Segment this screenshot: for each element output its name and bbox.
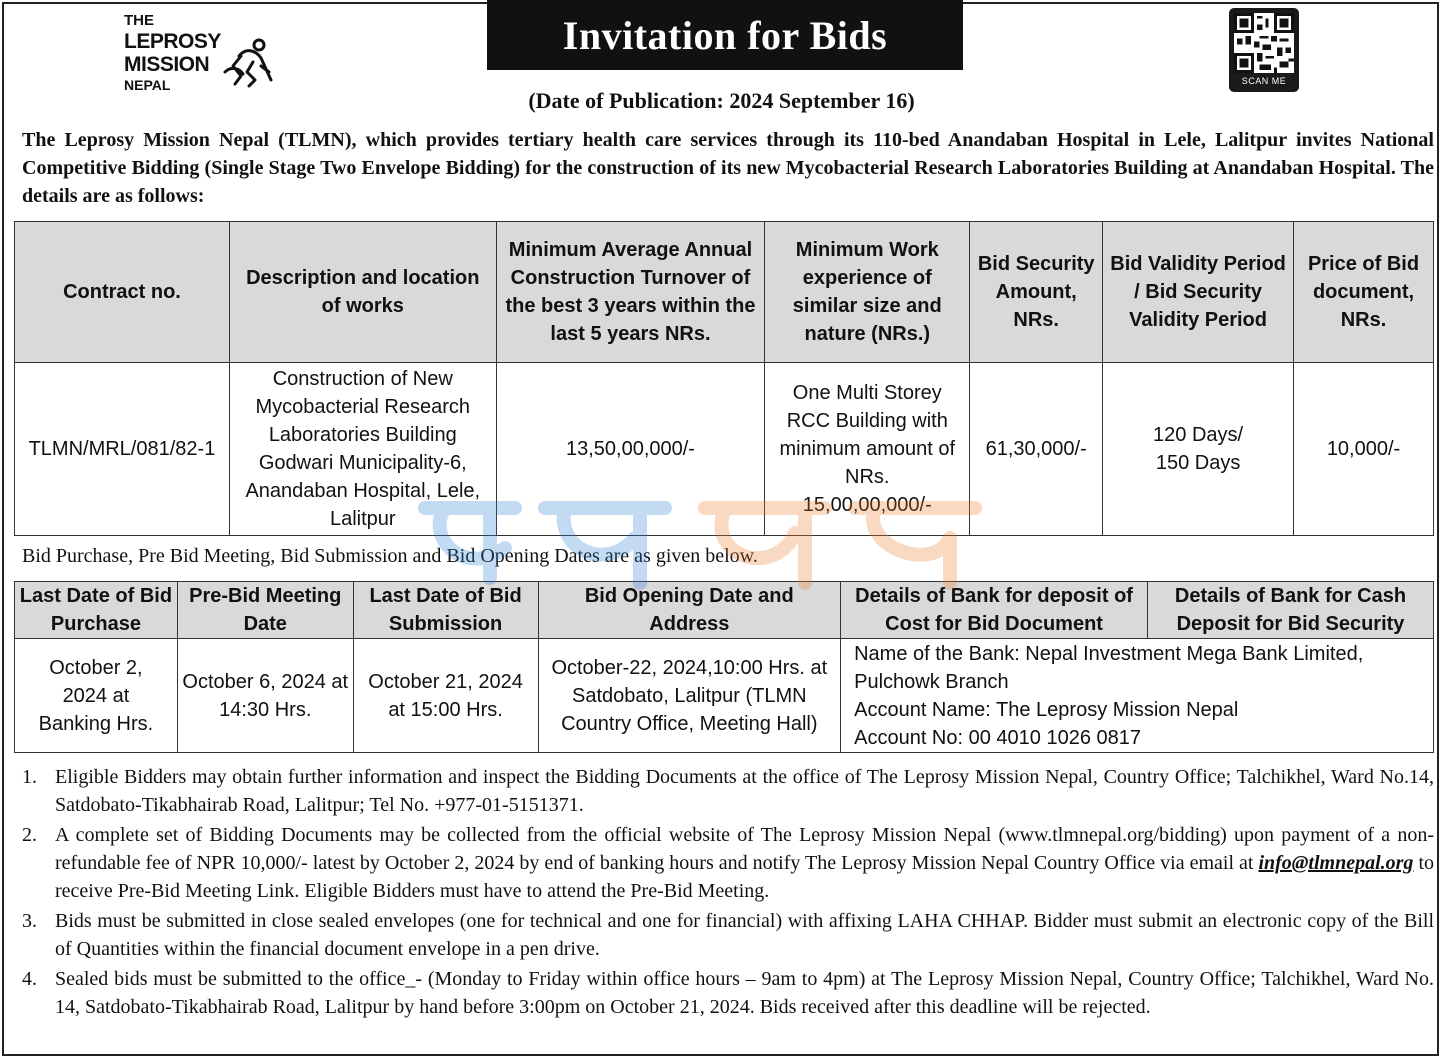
note-text: Sealed bids must be submitted to the office_- (Monday to Friday within office hours – 9am to 4pm) at The Leprosy Mission Nepal, Country Office; Talchikhel, Ward No. 14, Satdobato-Tikabhairab Road, Lalitpur by hand before 3:00pm on October 21, 2024. Bids received after this deadline will be rejected. [55, 968, 1434, 1018]
header-bank-doc: Details of Bank for deposit of Cost for Bid Document [841, 582, 1148, 639]
logo-line-mission: MISSION [124, 53, 210, 76]
note-text: Eligible Bidders may obtain further information and inspect the Bidding Documents at the office of The Leprosy Mission Nepal, Country Office; Talchikhel, Ward No.14, Satdobato-Tikabhairab Road, Lalitpur; Tel No. +977-01-5151371. [55, 766, 1434, 816]
note-text-before: A complete set of Bidding Documents may be collected from the official website of The Leprosy Mission Nepal (www.tlmnepal.org/bidding) upon payment of a non-refundable fee of NPR 10,000/- latest by October 2, 2024 by end of banking hours and notify The Leprosy Mission Nepal Country Office via email at [55, 824, 1434, 874]
dates-table [14, 581, 1434, 753]
publication-date: (Date of Publication: 2024 September 16) [528, 88, 915, 113]
bank-name: Name of the Bank: Nepal Investment Mega Bank Limited, Pulchowk Branch [854, 642, 1364, 693]
note-number: 4. [22, 968, 37, 990]
note-text-after: to receive Pre-Bid Meeting Link. Eligible Bidders must have to attend the Pre-Bid Meeting. [55, 852, 1434, 902]
bank-account-no: Account No: 00 4010 1026 0817 [854, 726, 1142, 749]
header-doc-price: Price of Bid document, NRs. [1294, 222, 1434, 363]
list-item [22, 907, 1434, 963]
title-banner [487, 0, 963, 70]
logo-line-nepal: NEPAL [124, 77, 171, 93]
header-contract-no: Contract no. [15, 222, 230, 363]
logo-line-leprosy: LEPROSY [124, 30, 221, 53]
header-min-turnover: Minimum Average Annual Construction Turnover of the best 3 years within the last 5 years NRs. [496, 222, 765, 363]
dates-intro-text: Bid Purchase, Pre Bid Meeting, Bid Submission and Bid Opening Dates are as given below. [22, 545, 758, 567]
cell-last-submission: October 21, 2024 at 15:00 Hrs. [353, 639, 538, 753]
page-title: Invitation for Bids [562, 12, 888, 58]
cell-contract-no: TLMN/MRL/081/82-1 [15, 363, 230, 536]
qr-code-icon [1234, 13, 1294, 73]
logo-figures-icon [219, 36, 277, 88]
logo-line-the: THE [124, 12, 154, 29]
qr-label: SCAN ME [1241, 76, 1287, 86]
table-row [15, 639, 1434, 753]
note-text: Bids must be submitted in close sealed envelopes (one for technical and one for financial) with affixing LAHA CHHAP. Bidder must submit an electronic copy of the Bill of Quantities within the financial document envelope in a pen drive. [55, 910, 1434, 960]
note-number: 2. [22, 824, 37, 846]
header-bid-security: Bid Security Amount, NRs. [970, 222, 1103, 363]
note-number: 3. [22, 910, 37, 932]
note-number: 1. [22, 766, 37, 788]
cell-min-turnover: 13,50,00,000/- [496, 363, 765, 536]
list-item [22, 965, 1434, 1021]
cell-bid-security: 61,30,000/- [970, 363, 1103, 536]
email-link[interactable]: info@tlmnepal.org [1258, 852, 1414, 874]
notes-list [22, 763, 1434, 1023]
cell-last-purchase: October 2, 2024 at Banking Hrs. [15, 639, 178, 753]
list-item [22, 821, 1434, 905]
table-row [15, 363, 1434, 536]
header-prebid: Pre-Bid Meeting Date [177, 582, 353, 639]
header-last-purchase: Last Date of Bid Purchase [15, 582, 178, 639]
dates-table-header-row [15, 582, 1434, 639]
list-item [22, 763, 1434, 819]
header-validity: Bid Validity Period / Bid Security Validity Period [1103, 222, 1294, 363]
cell-doc-price: 10,000/- [1294, 363, 1434, 536]
note-text [55, 821, 1434, 905]
bank-account-name: Account Name: The Leprosy Mission Nepal [854, 698, 1239, 721]
cell-description: Construction of New Mycobacterial Research Laboratories Building Godwari Municipality-6, Anandaban Hospital, Lele, Lalitpur [229, 363, 496, 536]
contract-table-header-row [15, 222, 1434, 363]
header-bank-security: Details of Bank for Cash Deposit for Bid Security [1148, 582, 1434, 639]
tlm-logo [124, 12, 284, 98]
intro-paragraph: The Leprosy Mission Nepal (TLMN), which provides tertiary health care services through its 110-bed Anandaban Hospital in Lele, Lalitpur invites National Competitive Bidding (Single Stage Two Envelope Bidding) for the construction of its new Mycobacterial Research Laboratories Building at Anandaban Hospital. The details are as follows: [22, 129, 1434, 207]
header-last-submission: Last Date of Bid Submission [353, 582, 538, 639]
header-opening: Bid Opening Date and Address [538, 582, 841, 639]
cell-bank-details [841, 639, 1434, 753]
qr-code-badge[interactable] [1229, 8, 1299, 92]
cell-prebid: October 6, 2024 at 14:30 Hrs. [177, 639, 353, 753]
contract-table [14, 221, 1434, 536]
header-description: Description and location of works [229, 222, 496, 363]
cell-validity: 120 Days/ 150 Days [1103, 363, 1294, 536]
cell-min-experience: One Multi Storey RCC Building with minimum amount of NRs. 15,00,00,000/- [765, 363, 970, 536]
cell-opening: October-22, 2024,10:00 Hrs. at Satdobato, Lalitpur (TLMN Country Office, Meeting Hall) [538, 639, 841, 753]
header-min-experience: Minimum Work experience of similar size and nature (NRs.) [765, 222, 970, 363]
